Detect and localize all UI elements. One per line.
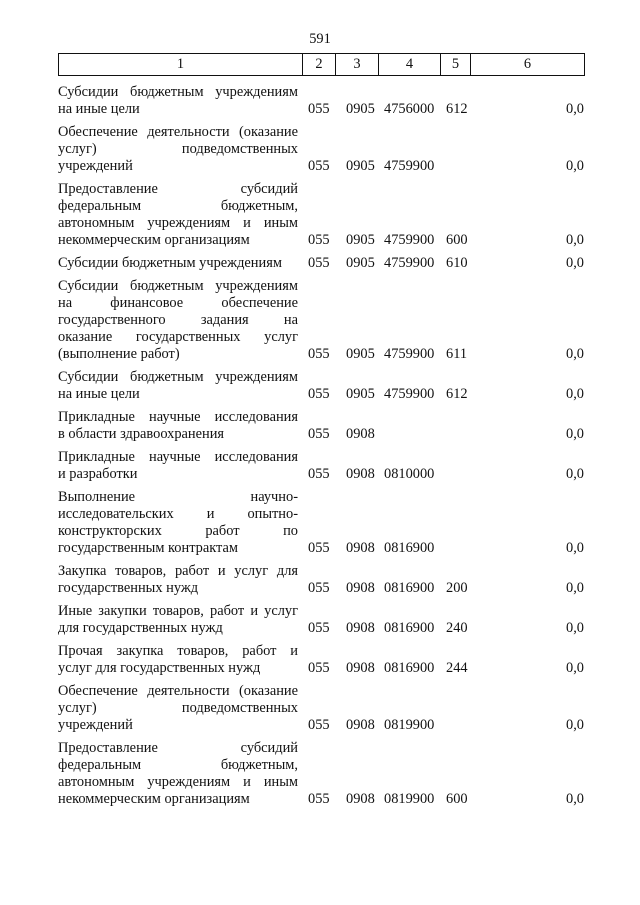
agency-code: 055 <box>308 791 330 807</box>
row-description-line: и разработки <box>58 466 138 482</box>
row-codes <box>298 603 584 637</box>
agency-code: 055 <box>308 466 330 482</box>
section-code: 0908 <box>346 426 375 442</box>
expense-type-code: 610 <box>446 255 468 271</box>
row-codes <box>298 409 584 443</box>
row-codes <box>298 369 584 403</box>
row-codes <box>298 124 584 175</box>
row-description-line: оказание государственных услуг <box>58 329 298 345</box>
section-code: 0905 <box>346 346 375 362</box>
column-header-table <box>58 53 585 76</box>
row-description-line: Обеспечение деятельности (оказание <box>58 683 298 699</box>
row-codes <box>298 683 584 734</box>
row-description-line: в области здравоохранения <box>58 426 225 442</box>
target-article-code: 0816900 <box>384 540 435 556</box>
budget-rows <box>58 84 584 814</box>
column-header-2: 2 <box>303 54 336 76</box>
row-codes <box>298 449 584 483</box>
agency-code: 055 <box>308 717 330 733</box>
column-header-row <box>59 54 585 76</box>
row-codes <box>298 278 584 363</box>
expense-type-code: 240 <box>446 620 468 636</box>
row-description <box>58 124 298 175</box>
table-row <box>58 181 584 249</box>
row-description-line: (выполнение работ) <box>58 346 180 362</box>
row-description-line: исследовательских и опытно- <box>58 506 298 522</box>
row-description-line: Прочая закупка товаров, работ и <box>58 643 298 659</box>
row-description-line: автономным учреждениям и иным <box>58 215 298 231</box>
row-description-line: услуг) подведомственных <box>58 141 298 157</box>
row-description-line: Предоставление субсидий <box>58 740 298 756</box>
row-description-line: федеральным бюджетным, <box>58 198 298 214</box>
row-description-line: Прикладные научные исследования <box>58 449 298 465</box>
agency-code: 055 <box>308 660 330 676</box>
table-row <box>58 603 584 637</box>
row-description-line: государственным контрактам <box>58 540 239 556</box>
row-description-line: на финансовое обеспечение <box>58 295 298 311</box>
amount-value: 0,0 <box>566 620 584 636</box>
row-description-line: учреждений <box>58 717 133 733</box>
row-codes <box>298 255 584 272</box>
row-description <box>58 740 298 808</box>
table-row <box>58 369 584 403</box>
row-description-line: для государственных нужд <box>58 620 223 636</box>
row-description-line: Иные закупки товаров, работ и услуг <box>58 603 298 619</box>
expense-type-code: 200 <box>446 580 468 596</box>
row-description-line: Предоставление субсидий <box>58 181 298 197</box>
row-description-line: на иные цели <box>58 101 140 117</box>
row-description <box>58 489 298 557</box>
target-article-code: 4756000 <box>384 101 435 117</box>
row-description-line: Выполнение научно- <box>58 489 298 505</box>
row-description-line: государственных нужд <box>58 580 199 596</box>
row-description <box>58 683 298 734</box>
amount-value: 0,0 <box>566 101 584 117</box>
row-description-line: Обеспечение деятельности (оказание <box>58 124 298 140</box>
section-code: 0905 <box>346 386 375 402</box>
amount-value: 0,0 <box>566 386 584 402</box>
expense-type-code: 600 <box>446 232 468 248</box>
target-article-code: 4759900 <box>384 232 435 248</box>
row-description-line: Закупка товаров, работ и услуг для <box>58 563 298 579</box>
target-article-code: 0816900 <box>384 620 435 636</box>
row-description <box>58 369 298 403</box>
table-row <box>58 643 584 677</box>
table-row <box>58 683 584 734</box>
target-article-code: 0819900 <box>384 791 435 807</box>
section-code: 0905 <box>346 232 375 248</box>
agency-code: 055 <box>308 101 330 117</box>
row-description-line: федеральным бюджетным, <box>58 757 298 773</box>
section-code: 0908 <box>346 466 375 482</box>
amount-value: 0,0 <box>566 791 584 807</box>
amount-value: 0,0 <box>566 346 584 362</box>
column-header-5: 5 <box>441 54 471 76</box>
amount-value: 0,0 <box>566 158 584 174</box>
row-description-line: Субсидии бюджетным учреждениям <box>58 369 298 385</box>
amount-value: 0,0 <box>566 660 584 676</box>
row-description-line: на иные цели <box>58 386 140 402</box>
row-description-line: учреждений <box>58 158 133 174</box>
expense-type-code: 600 <box>446 791 468 807</box>
table-row <box>58 278 584 363</box>
row-description-line: услуг для государственных нужд <box>58 660 261 676</box>
table-row <box>58 124 584 175</box>
expense-type-code: 611 <box>446 346 468 362</box>
section-code: 0908 <box>346 620 375 636</box>
table-row <box>58 255 584 272</box>
amount-value: 0,0 <box>566 580 584 596</box>
agency-code: 055 <box>308 426 330 442</box>
amount-value: 0,0 <box>566 232 584 248</box>
row-codes <box>298 563 584 597</box>
row-description-line: автономным учреждениям и иным <box>58 774 298 790</box>
expense-type-code: 612 <box>446 101 468 117</box>
table-row <box>58 740 584 808</box>
row-description-line: услуг) подведомственных <box>58 700 298 716</box>
row-description <box>58 603 298 637</box>
row-description-line: Субсидии бюджетным учреждениям <box>58 84 298 100</box>
expense-type-code: 612 <box>446 386 468 402</box>
section-code: 0905 <box>346 101 375 117</box>
row-description-line: конструкторских работ по <box>58 523 298 539</box>
section-code: 0908 <box>346 540 375 556</box>
section-code: 0908 <box>346 791 375 807</box>
row-description <box>58 449 298 483</box>
target-article-code: 0816900 <box>384 660 435 676</box>
row-description <box>58 409 298 443</box>
table-row <box>58 489 584 557</box>
agency-code: 055 <box>308 620 330 636</box>
section-code: 0908 <box>346 580 375 596</box>
row-description <box>58 84 298 118</box>
section-code: 0905 <box>346 158 375 174</box>
agency-code: 055 <box>308 232 330 248</box>
row-description-line: Субсидии бюджетным учреждениям <box>58 255 282 271</box>
row-description-line: некоммерческим организациям <box>58 232 250 248</box>
target-article-code: 0810000 <box>384 466 435 482</box>
amount-value: 0,0 <box>566 426 584 442</box>
row-description <box>58 643 298 677</box>
section-code: 0908 <box>346 660 375 676</box>
target-article-code: 4759900 <box>384 158 435 174</box>
table-row <box>58 563 584 597</box>
row-codes <box>298 489 584 557</box>
target-article-code: 0819900 <box>384 717 435 733</box>
target-article-code: 0816900 <box>384 580 435 596</box>
agency-code: 055 <box>308 386 330 402</box>
agency-code: 055 <box>308 580 330 596</box>
table-row <box>58 409 584 443</box>
row-description <box>58 255 298 272</box>
row-description <box>58 181 298 249</box>
agency-code: 055 <box>308 346 330 362</box>
amount-value: 0,0 <box>566 255 584 271</box>
amount-value: 0,0 <box>566 717 584 733</box>
target-article-code: 4759900 <box>384 386 435 402</box>
row-description-line: государственного задания на <box>58 312 298 328</box>
column-header-4: 4 <box>379 54 441 76</box>
target-article-code: 4759900 <box>384 255 435 271</box>
row-description-line: Прикладные научные исследования <box>58 409 298 425</box>
column-header-1: 1 <box>59 54 303 76</box>
row-codes <box>298 181 584 249</box>
section-code: 0905 <box>346 255 375 271</box>
row-codes <box>298 84 584 118</box>
amount-value: 0,0 <box>566 540 584 556</box>
row-description-line: некоммерческим организациям <box>58 791 250 807</box>
column-header-3: 3 <box>336 54 379 76</box>
row-description-line: Субсидии бюджетным учреждениям <box>58 278 298 294</box>
row-codes <box>298 643 584 677</box>
row-codes <box>298 740 584 808</box>
amount-value: 0,0 <box>566 466 584 482</box>
agency-code: 055 <box>308 255 330 271</box>
page-number: 591 <box>309 31 331 47</box>
agency-code: 055 <box>308 540 330 556</box>
column-header-6: 6 <box>471 54 585 76</box>
expense-type-code: 244 <box>446 660 468 676</box>
table-row <box>58 84 584 118</box>
row-description <box>58 278 298 363</box>
target-article-code: 4759900 <box>384 346 435 362</box>
agency-code: 055 <box>308 158 330 174</box>
table-row <box>58 449 584 483</box>
section-code: 0908 <box>346 717 375 733</box>
row-description <box>58 563 298 597</box>
